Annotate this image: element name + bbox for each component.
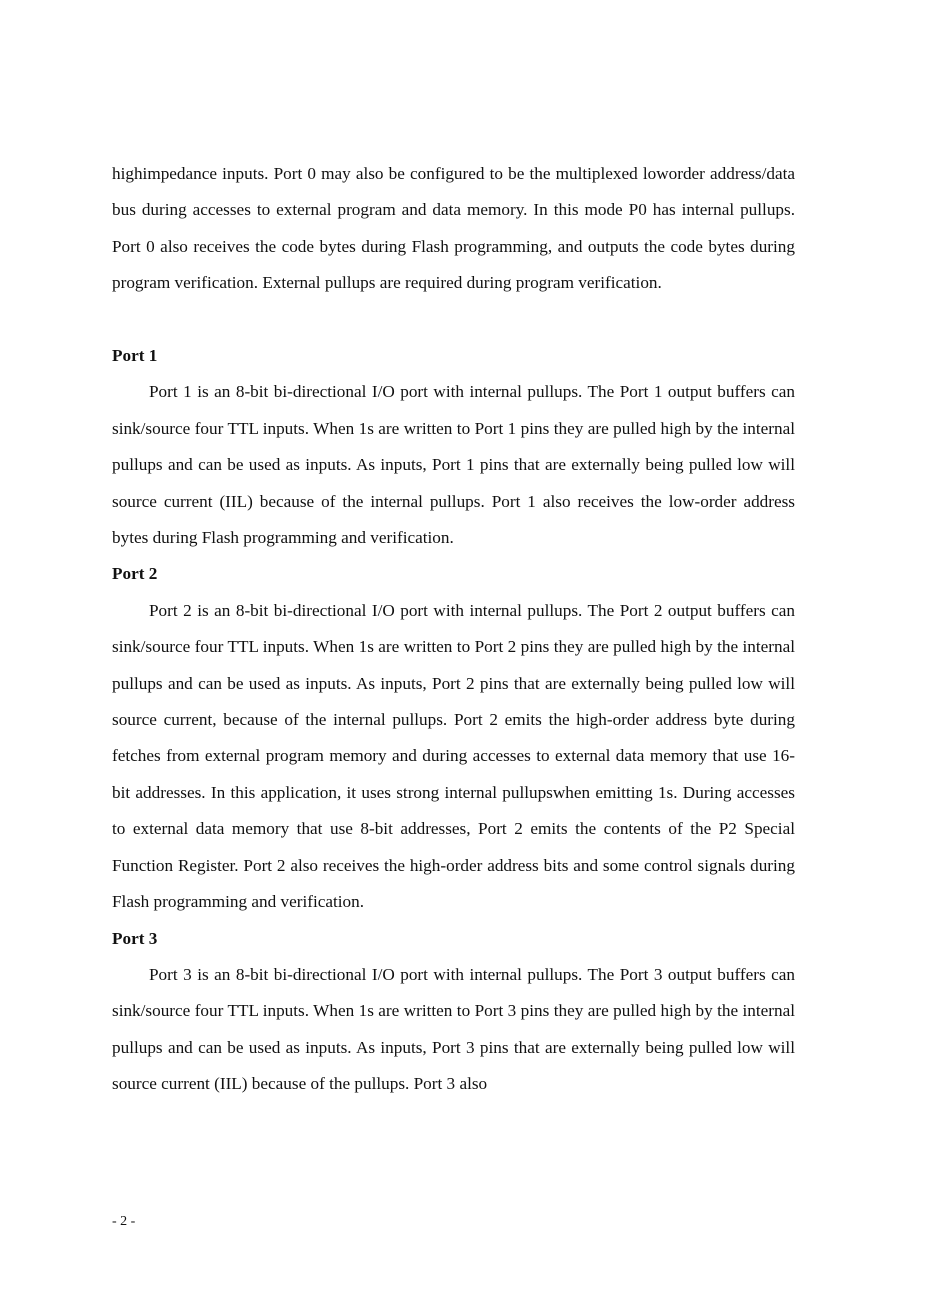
paragraph-spacer <box>112 302 795 338</box>
document-body <box>112 156 795 1103</box>
section-heading-port-1: Port 1 <box>112 346 158 366</box>
section-heading-port-3: Port 3 <box>112 928 158 948</box>
section-body-port-3: Port 3 is an 8-bit bi-directional I/O port with internal pullups. The Port 3 output buffers can sink/source four TTL inputs. When 1s are written to Port 3 pins they are pulled high by the internal pullups and can be used as inputs. As inputs, Port 3 pins that are externally being pulled low will source current (IIL) because of the pullups. Port 3 also <box>112 964 795 1094</box>
section-body-port-1: Port 1 is an 8-bit bi-directional I/O port with internal pullups. The Port 1 output buffers can sink/source four TTL inputs. When 1s are written to Port 1 pins they are pulled high by the internal pullups and can be used as inputs. As inputs, Port 1 pins that are externally being pulled low will source current (IIL) because of the internal pullups. Port 1 also receives the low-order address bytes during Flash programming and verification. <box>112 382 795 548</box>
intro-paragraph: highimpedance inputs. Port 0 may also be configured to be the multiplexed loworder address/data bus during accesses to external program and data memory. In this mode P0 has internal pullups. Port 0 also receives the code bytes during Flash programming, and outputs the code bytes during program verification. External pullups are required during program verification. <box>112 164 795 293</box>
page-number: - 2 - <box>112 1214 136 1229</box>
section-heading-port-2: Port 2 <box>112 564 158 584</box>
section-body-port-2: Port 2 is an 8-bit bi-directional I/O port with internal pullups. The Port 2 output buffers can sink/source four TTL inputs. When 1s are written to Port 2 pins they are pulled high by the internal pullups and can be used as inputs. As inputs, Port 2 pins that are externally being pulled low will source current, because of the internal pullups. Port 2 emits the high-order address byte during fetches from external program memory and during accesses to external data memory that use 16-bit addresses. In this application, it uses strong internal pullupswhen emitting 1s. During accesses to external data memory that use 8-bit addresses, Port 2 emits the contents of the P2 Special Function Register. Port 2 also receives the high-order address bits and some control signals during Flash programming and verification. <box>112 600 795 912</box>
